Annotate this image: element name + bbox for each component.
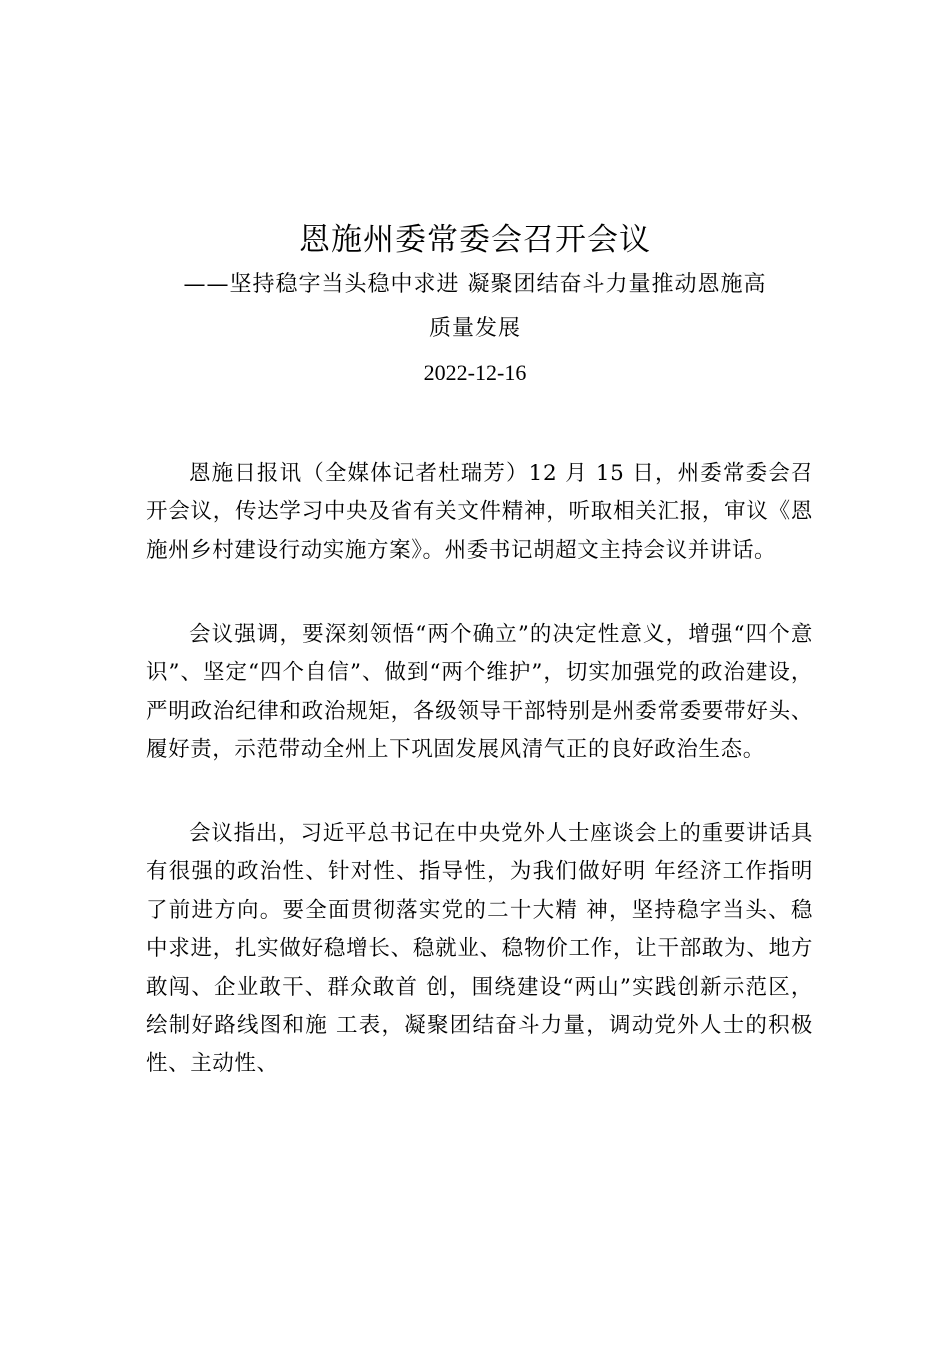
body-paragraph-2: 会议强调，要深刻领悟“两个确立”的决定性意义，增强“四个意识”、坚定“四个自信”、做到“两个维护”，切实加强党的政治建设，严明政治纪律和政治规矩，各级领导干部特别是州委常委要带好头、履好责，示范带动全州上下巩固发展风清气正的良好政治生态。 [146, 622, 813, 763]
article-date: 2022-12-16 [423, 360, 527, 385]
article-title: 恩施州委常委会召开会议 [299, 222, 651, 258]
article-subtitle-line-2: 质量发展 [428, 316, 521, 341]
body-paragraph-1: 恩施日报讯（全媒体记者杜瑞芳）12 月 15 日，州委常委会召开会议，传达学习中央及省有关文件精神，听取相关汇报，审议《恩施州乡村建设行动实施方案》。州委书记胡超文主持会议并讲话。 [146, 461, 813, 563]
article-subtitle-line-1: ——坚持稳字当头稳中求进 凝聚团结奋斗力量推动恩施高 [183, 272, 767, 297]
body-paragraph-3: 会议指出，习近平总书记在中央党外人士座谈会上的重要讲话具有很强的政治性、针对性、指导性，为我们做好明 年经济工作指明了前进方向。要全面贯彻落实党的二十大精 神，坚持稳字当头、稳中求进，扎实做好稳增长、稳就业、稳物价工作，让干部敢为、地方敢闯、企业敢干、群众敢首 创，围绕建设“两山”实践创新示范区，绘制好路线图和施 工表，凝聚团结奋斗力量，调动党外人士的积极性、主动性、 [146, 821, 813, 1077]
